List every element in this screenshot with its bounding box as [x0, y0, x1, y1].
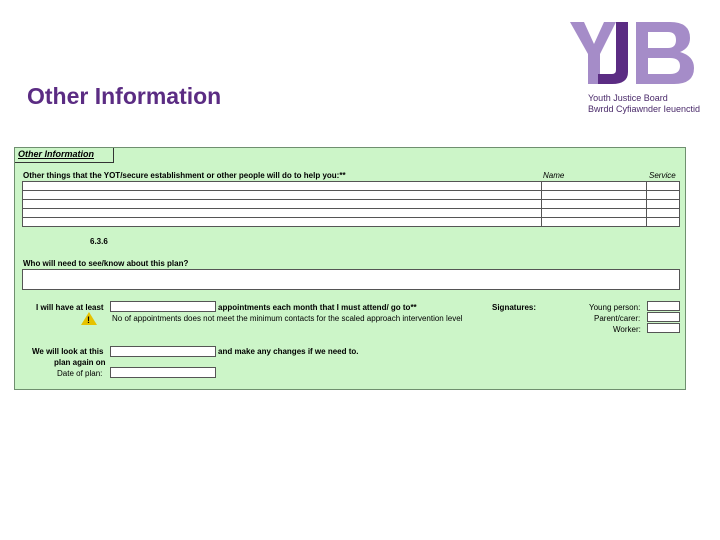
review-label-line1: We will look at this — [32, 347, 104, 356]
sig-parent-label: Parent/carer: — [594, 314, 641, 323]
panel-tab: Other Information — [15, 148, 114, 163]
review-suffix: and make any changes if we need to. — [218, 347, 359, 356]
signatures-label: Signatures: — [492, 303, 537, 312]
sig-worker-field[interactable] — [647, 323, 680, 333]
table-row — [23, 209, 680, 218]
service-cell[interactable] — [647, 191, 680, 200]
yjb-logo — [570, 22, 702, 114]
sig-young-person-field[interactable] — [647, 301, 680, 311]
logo-line2: Bwrdd Cyfiawnder Ieuenctid — [588, 104, 701, 114]
table-row — [23, 182, 680, 191]
yjb-logo-mark — [570, 22, 702, 84]
see-know-question: Who will need to see/know about this plan? — [23, 259, 189, 268]
service-cell[interactable] — [647, 200, 680, 209]
col-name-header: Name — [543, 171, 565, 180]
table-row — [23, 200, 680, 209]
service-cell[interactable] — [647, 182, 680, 191]
name-cell[interactable] — [542, 218, 647, 227]
service-cell[interactable] — [647, 209, 680, 218]
date-of-plan-label: Date of plan: — [57, 369, 103, 378]
help-cell[interactable] — [23, 218, 542, 227]
logo-line1: Youth Justice Board — [588, 93, 668, 103]
help-cell[interactable] — [23, 200, 542, 209]
review-label-line2: plan again on — [54, 358, 106, 367]
table-row — [23, 191, 680, 200]
appointments-warning: No of appointments does not meet the minimum contacts for the scaled approach intervention level — [112, 314, 463, 323]
table-row — [23, 218, 680, 227]
sig-worker-label: Worker: — [613, 325, 641, 334]
help-question: Other things that the YOT/secure establishment or other people will do to help you:** — [23, 171, 346, 180]
help-cell[interactable] — [23, 209, 542, 218]
name-cell[interactable] — [542, 182, 647, 191]
appointments-count-field[interactable] — [110, 301, 216, 312]
sig-parent-field[interactable] — [647, 312, 680, 322]
sig-young-person-label: Young person: — [589, 303, 641, 312]
name-cell[interactable] — [542, 200, 647, 209]
date-of-plan-field[interactable] — [110, 367, 216, 378]
review-date-field[interactable] — [110, 346, 216, 357]
name-cell[interactable] — [542, 191, 647, 200]
page-title: Other Information — [27, 83, 222, 109]
col-service-header: Service — [649, 171, 676, 180]
service-cell[interactable] — [647, 218, 680, 227]
see-know-field[interactable] — [22, 269, 680, 290]
reference-number: 6.3.6 — [90, 237, 108, 246]
other-information-panel — [14, 147, 686, 390]
help-cell[interactable] — [23, 182, 542, 191]
warning-icon: ! — [81, 312, 97, 325]
name-cell[interactable] — [542, 209, 647, 218]
help-table — [22, 181, 680, 227]
appointments-prefix: I will have at least — [36, 303, 104, 312]
help-cell[interactable] — [23, 191, 542, 200]
appointments-suffix: appointments each month that I must attend/ go to** — [218, 303, 417, 312]
